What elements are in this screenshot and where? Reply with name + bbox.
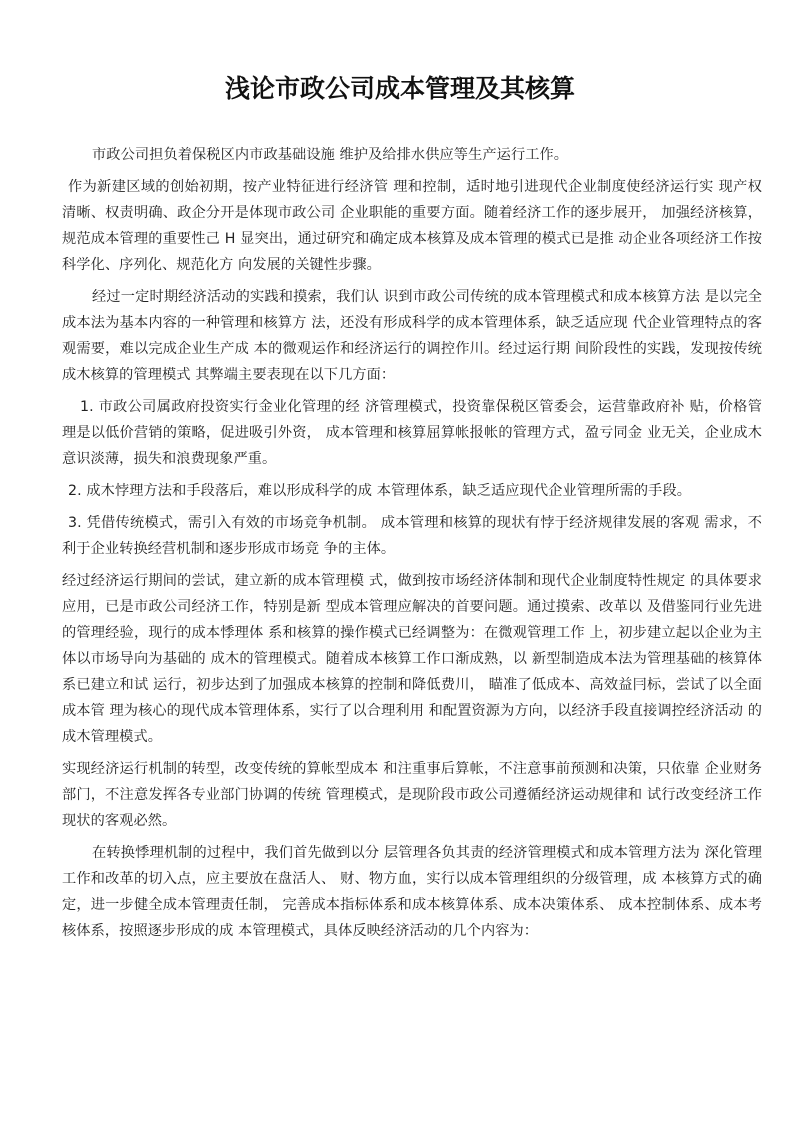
list-item: 3. 凭借传统模式，需引入有效的市场竞争机制。 成本管理和核算的现状有悖于经济规律发展的客观 需求，不利于企业转换经营机制和逐步形成市场竞 争的主体。	[62, 515, 762, 557]
document-title: 浅论市政公司成本管理及其核算	[224, 74, 575, 103]
paragraph: 在转换悸理机制的过程中，我们首先做到以分 层管理各负其责的经济管理模式和成本管理方法为 深化管理工作和改革的切入点，应主要放在盘活人、 财、物方血，实行以成本管理组织的分级管理，成 本核算方式的确定，进一步健全成本管理责任制， 完善成本指标体系和成本核算体系、成本决策体系、 成本控制体系、成本考核体系，按照逐步形成的成 本管理模式，具体反映经济活动的几个内容为：	[62, 845, 762, 939]
list-item: 1. 市政公司属政府投资实行金业化管理的经 济管理模式，投资靠保税区管委会，运营靠政府补 贴，价格管理是以低价营销的策略，促进吸引外资， 成本管理和核算屈算帐报帐的管理方式，盈亏同金 业无关，企业成木意识淡薄，损失和浪费现象严重。	[62, 399, 762, 467]
paragraph: 作为新建区域的创始初期，按产业特征进行经济管 理和控制，适时地引进现代企业制度使经济运行实 现产权清晰、权责明确、政企分开是体现市政公司 企业职能的重要方面。随着经济工作的逐步展开， 加强经济核算，规范成本管理的重要性己 H 显突出，通过研究和确定成本核算及成本管理的模式已是推 动企业各项经济工作按科学化、序列化、规范化方 向发展的关键性步骤。	[62, 179, 762, 273]
paragraph: 经过一定时期经济活动的实践和摸索，我们认 识到市政公司传统的成本管理模式和成本核算方法 是以完全成本法为基本内容的一种管理和核算方 法，还没有形成科学的成本管理体系，缺乏适应现 代企业管理特点的客观需要，难以完成企业生产成 本的微观运作和经济运行的调控作川。经过运行期 间阶段性的实践，发现按传统成木核算的管理模式 其弊端主要表现在以下几方面：	[62, 289, 762, 383]
document-body	[62, 142, 762, 950]
paragraph: 市政公司担负着保税区内市政基础设施 维护及给排水供应等生产运行工作。	[92, 147, 569, 163]
paragraph: 实现经济运行机制的转型，改变传统的算帐型成本 和注重事后算帐，不注意事前预测和决策，只依靠 企业财务部门，不注意发挥各专业部门协调的传统 管理模式，是现阶段市政公司遵循经济运动规律和 试行改变经济工作现状的客观必然。	[62, 761, 762, 829]
list-item: 2. 成木悖理方法和手段落后，难以形成科学的成 本管理体系，缺乏适应现代企业管理所需的手段。	[68, 483, 692, 499]
paragraph: 经过经济运行期间的尝试，建立新的成本管理模 式，做到按市场经济体制和现代企业制度特性规定 的具体要求应用，已是市政公司经济工作，特别是新 型成本管理应解决的首要问题。通过摸索、改革以 及借鉴同行业先进的管理经验，现行的成本悸理体 系和核算的操作模式已经调整为：在微观管理工作 上，初步建立起以企业为主体以市场导向为基础的 成木的管理模式。随着成本核算工作口渐成熟，以 新型制造成本法为管理基础的核算体系已建立和试 运行，初步达到了加强成本核算的控制和降低费川， 瞄准了低成本、高效益冃标，尝试了以全面成本管 理为核心的现代成本管理体系，实行了以合理利用 和配置资源为方向，以经济手段直接调控经济活动 的成木管理模式。	[62, 573, 762, 745]
